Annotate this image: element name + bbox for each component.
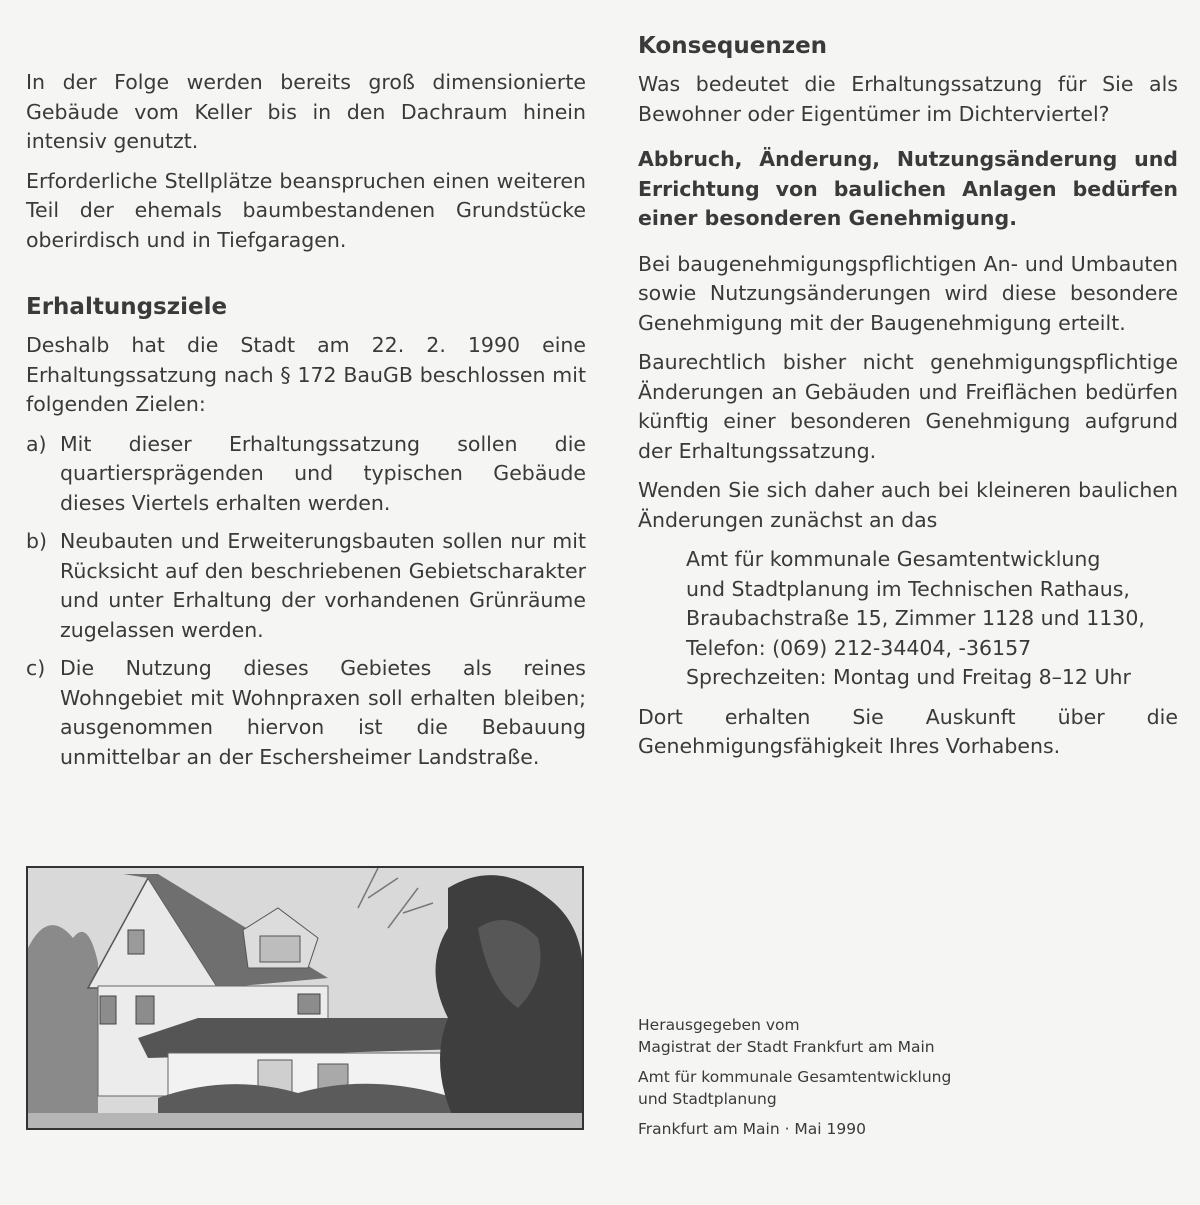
goals-list bbox=[26, 430, 586, 773]
right-column bbox=[638, 30, 1178, 762]
list-item bbox=[26, 430, 586, 519]
heading-erhaltungsziele: Erhaltungsziele bbox=[26, 294, 228, 320]
list-marker: b) bbox=[26, 529, 48, 553]
imprint bbox=[638, 1014, 1158, 1140]
list-item-text: Neubauten und Erweiterungsbauten sollen nur mit Rücksicht auf den beschriebenen Gebietscharakter und unter Erhaltung der vorhandenen Grünräume zugelassen werden. bbox=[60, 529, 586, 642]
paragraph-baugenehmigung: Bei baugenehmigungspflichtigen An- und Umbauten sowie Nutzungsänderungen wird diese besondere Genehmigung mit der Baugenehmigung erteilt. bbox=[638, 251, 1178, 335]
paragraph-wenden: Wenden Sie sich daher auch bei kleineren baulichen Änderungen zunächst an das bbox=[638, 478, 1178, 532]
imprint-office: Amt für kommunale Gesamtentwicklung bbox=[638, 1068, 952, 1086]
question-paragraph: Was bedeutet die Erhaltungssatzung für Sie als Bewohner oder Eigentümer im Dichterviertel? bbox=[638, 72, 1178, 126]
imprint-publisher: Magistrat der Stadt Frankfurt am Main bbox=[638, 1038, 935, 1056]
list-item-text: Die Nutzung dieses Gebietes als reines Wohngebiet mit Wohnpraxen soll erhalten bleiben; ausgenommen hiervon ist die Bebauung unmittelbar an der Eschersheimer Landstraße. bbox=[60, 656, 586, 769]
house-photo-illustration bbox=[28, 868, 582, 1128]
list-marker: a) bbox=[26, 431, 47, 456]
office-hours-line: Sprechzeiten: Montag und Freitag 8–12 Uhr bbox=[686, 665, 1131, 689]
address-line: Braubachstraße 15, Zimmer 1128 und 1130, bbox=[686, 606, 1145, 630]
imprint-office-cont: und Stadtplanung bbox=[638, 1090, 777, 1108]
list-marker: c) bbox=[26, 656, 46, 680]
house-photo bbox=[26, 866, 584, 1130]
list-item bbox=[26, 654, 586, 772]
heading-konsequenzen: Konsequenzen bbox=[638, 33, 828, 59]
closing-paragraph: Dort erhalten Sie Auskunft über die Genehmigungsfähigkeit Ihres Vorhabens. bbox=[638, 704, 1178, 758]
bold-statement: Abbruch, Änderung, Nutzungsänderung und Errichtung von baulichen Anlagen bedürfen einer besonderen Genehmigung. bbox=[638, 147, 1178, 230]
erhaltung-paragraph: Deshalb hat die Stadt am 22. 2. 1990 eine Erhaltungssatzung nach § 172 BauGB beschlossen mit folgenden Zielen: bbox=[26, 333, 586, 416]
intro-paragraph-2: Erforderliche Stellplätze beanspruchen einen weiteren Teil der ehemals baumbestandenen Grundstücke oberirdisch und in Tiefgaragen. bbox=[26, 168, 586, 252]
left-column bbox=[26, 68, 586, 781]
office-address bbox=[686, 545, 1178, 693]
paragraph-baurechtlich: Baurechtlich bisher nicht genehmigungspflichtige Änderungen an Gebäuden und Freiflächen bedürfen künftig einer besonderen Genehmigung aufgrund der Erhaltungssatzung. bbox=[638, 350, 1178, 463]
phone-line: Telefon: (069) 212-34404, -36157 bbox=[686, 635, 1032, 660]
list-item bbox=[26, 527, 586, 645]
imprint-publisher-intro: Herausgegeben vom bbox=[638, 1016, 800, 1034]
intro-paragraph-1: In der Folge werden bereits groß dimensionierte Gebäude vom Keller bis in den Dachraum hinein intensiv genutzt. bbox=[26, 70, 586, 153]
imprint-place-date: Frankfurt am Main · Mai 1990 bbox=[638, 1120, 866, 1138]
address-line: und Stadtplanung im Technischen Rathaus, bbox=[686, 576, 1130, 601]
address-line: Amt für kommunale Gesamtentwicklung bbox=[686, 547, 1101, 571]
list-item-text: Mit dieser Erhaltungssatzung sollen die quartiersprägenden und typischen Gebäude dieses Viertels erhalten werden. bbox=[60, 431, 586, 515]
